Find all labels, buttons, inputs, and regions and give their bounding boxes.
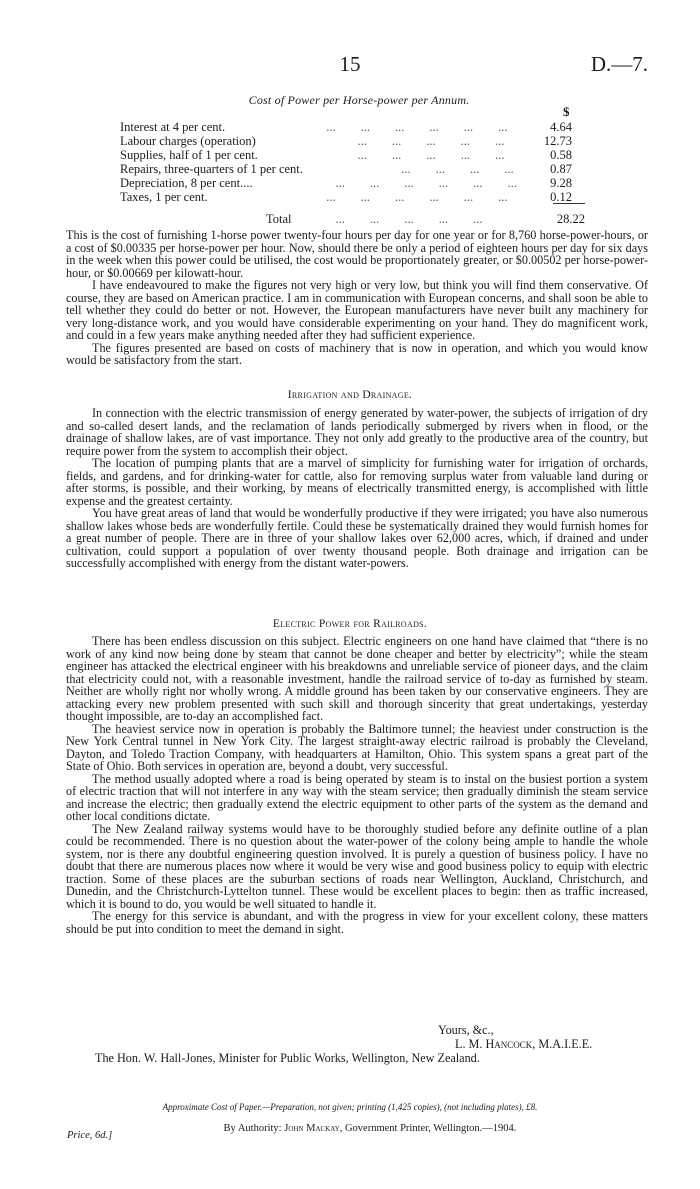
- signatory-surname: Hancock: [485, 1037, 533, 1051]
- cost-row-label: Depreciation, 8 per cent....: [120, 176, 253, 190]
- section-heading-irrigation: [0, 389, 700, 401]
- cost-table-title: Cost of Power per Horse-power per Annum.: [248, 93, 470, 107]
- leader-dots: ... ... ... ...: [320, 162, 514, 176]
- cost-table: [120, 120, 572, 204]
- price: Price, 6d.]: [67, 1130, 113, 1141]
- heading-text: Irrigation and Drainage.: [287, 389, 413, 401]
- cost-footnote: Approximate Cost of Paper.—Preparation, not given; printing (1,425 copies), (not including plates), £8.: [162, 1102, 538, 1112]
- cost-row-value: 0.58: [550, 148, 572, 162]
- intro-section: [66, 229, 648, 367]
- cost-row: [120, 176, 572, 190]
- cost-total-row: [120, 212, 585, 226]
- leader-dots: ... ... ... ... ...: [320, 134, 505, 148]
- cost-row-value: 0.12: [550, 190, 572, 204]
- leader-dots: ... ... ... ... ... ...: [320, 176, 517, 190]
- paragraph: There has been endless discussion on this subject. Electric engineers on one hand have claimed that “there is no work of any kind now being done by steam that cannot be done cheaper and better by electricity”; while the steam engineer has attacked the electrical engineer with his breakdowns and unreliable service of pioneer days, and the claim that electricity could not, with a reasonable investment, handle the railroad service of to-day as furnished by steam. Neither are wholly right nor wholly wrong. A middle ground has been taken by our conservative engineers. They are attacking every new problem presented with such skill and thorough sincerity that great undertakings, yesterday thought impossible, are to-day an accomplished fact.: [66, 634, 648, 723]
- heading-text: Electric Power for Railroads.: [272, 618, 428, 630]
- addressee: The Hon. W. Hall-Jones, Minister for Public Works, Wellington, New Zealand.: [95, 1051, 480, 1065]
- authority-prefix: By Authority:: [223, 1123, 282, 1134]
- cost-row-value: 0.87: [550, 162, 572, 176]
- currency-symbol: $: [563, 104, 570, 119]
- signature: [455, 1038, 592, 1051]
- paragraph: The heaviest service now in operation is probably the Baltimore tunnel; the heaviest under construction is the New York Central tunnel in New York City. The largest straight-away electric railroad is probably the Cleveland, Dayton, and Toledo Traction Company, with headquarters at Hamilton, Ohio. This system spans a great part of the State of Ohio. Both services in operation are, beyond a doubt, very successful.: [66, 721, 648, 773]
- cost-row-label: Interest at 4 per cent.: [120, 120, 226, 134]
- irrigation-section: [66, 407, 648, 570]
- authority-suffix: , Government Printer, Wellington.—1904.: [339, 1123, 517, 1134]
- total-rule: [553, 203, 585, 204]
- total-label: Total: [266, 212, 292, 226]
- paragraph: This is the cost of furnishing 1-horse power twenty-four hours per day for one year or for 8,760 horse-power-hours, or a cost of $0.00335 per horse-power per hour. Now, should there be only a period of eighteen hours per day for six days in the week when this power could be utilised, the cost would be proportionately greater, or $0.00502 per horse-power-hour, or $0.00669 per kilowatt-hour.: [66, 228, 648, 280]
- printer-name: John Mackay: [284, 1123, 340, 1134]
- paragraph: The location of pumping plants that are a marvel of simplicity for furnishing water for irrigation of orchards, fields, and gardens, and for drinking-water for cattle, also for removing surplus water from valuable land during or after storms, is possible, and their working, by means of electrically transmitted energy, is accomplished with little expense and the greatest certainty.: [66, 456, 648, 508]
- cost-row: [120, 120, 572, 134]
- cost-row-label: Supplies, half of 1 per cent.: [120, 148, 258, 162]
- cost-row-label: Repairs, three-quarters of 1 per cent.: [120, 162, 303, 176]
- cost-row-value: 9.28: [550, 176, 572, 190]
- leader-dots: ... ... ... ... ... ...: [320, 120, 508, 134]
- cost-row: [120, 190, 572, 204]
- paragraph: I have endeavoured to make the figures not very high or very low, but think you will find them conservative. Of course, they are based on American practice. I am in communication with European concerns, and shall soon be able to tell whether they could do better or not. However, the European manufacturers have never built any machinery for very long-distance work, and you would have considerable experimenting on your hand. They do magnificent work, and could in a few years make anything needed after they had sufficient experience.: [66, 278, 648, 342]
- cost-row-value: 12.73: [543, 134, 572, 148]
- cost-row: [120, 162, 572, 176]
- signatory-title: , M.A.I.E.E.: [532, 1037, 593, 1051]
- total-value: 28.22: [556, 212, 585, 226]
- railroads-section: [66, 635, 648, 935]
- leader-dots: ... ... ... ... ...: [320, 212, 483, 226]
- cost-row: [120, 148, 572, 162]
- signatory-initials: L. M.: [455, 1037, 483, 1051]
- section-heading-railroads: [0, 618, 700, 630]
- page-number: 15: [339, 52, 361, 76]
- leader-dots: ... ... ... ... ...: [320, 148, 505, 162]
- cost-row-label: Labour charges (operation): [120, 134, 256, 148]
- cost-row-label: Taxes, 1 per cent.: [120, 190, 208, 204]
- leader-dots: ... ... ... ... ... ...: [320, 190, 508, 204]
- paragraph: The figures presented are based on costs of machinery that is now in operation, and which you would know would be satisfactory from the start.: [66, 340, 648, 367]
- paragraph: The method usually adopted where a road is being operated by steam is to instal on the busiest portion a system of electric traction that will not interfere in any way with the steam service; then gradually diminish the steam service and increase the electric; then gradually extend the electric equipment to other parts of the system as the demand and other local conditions dictate.: [66, 771, 648, 823]
- paragraph: The energy for this service is abundant, and with the progress in view for your excellent colony, these matters should be put into condition to meet the demand in sight.: [66, 909, 648, 936]
- paragraph: You have great areas of land that would be wonderfully productive if they were irrigated; you have also numerous shallow lakes whose beds are wonderfully fertile. Could these be systematically drained they would furnish homes for a great number of people. There are in three of your shallow lakes over 62,000 acres, which, if drained and under cultivation, could support a population of over twenty thousand people. Both drainage and irrigation can be successfully accomplished with energy from the distant water-powers.: [66, 506, 648, 570]
- closing: Yours, &c.,: [438, 1023, 494, 1037]
- document-reference: D.—7.: [590, 52, 648, 76]
- cost-row: [120, 134, 572, 148]
- cost-row-value: 4.64: [550, 120, 572, 134]
- paragraph: In connection with the electric transmission of energy generated by water-power, the subjects of irrigation of dry and so-called desert lands, and the reclamation of lands periodically submerged by rivers when in flood, or the drainage of shallow lakes, are of vast importance. They not only add greatly to the productive area of the country, but require power from the system to accomplish their object.: [66, 406, 648, 458]
- paragraph: The New Zealand railway systems would have to be thoroughly studied before any definite outline of a plan could be recommended. There is no question about the water-power of the colony being ample to handle the whole system, nor is there any doubtful engineering question involved. It is purely a question of business policy. I have no doubt that there are numerous places now where it would be very wise and good business policy to equip with electric traction. Some of these places are the suburban sections of roads near Wellington, Auckland, Christchurch, and Dunedin, and the Christchurch-Lyttelton tunnel. These would be excellent places to begin: then as traffic increased, which it is bound to do, you would be well situated to handle it.: [66, 821, 648, 911]
